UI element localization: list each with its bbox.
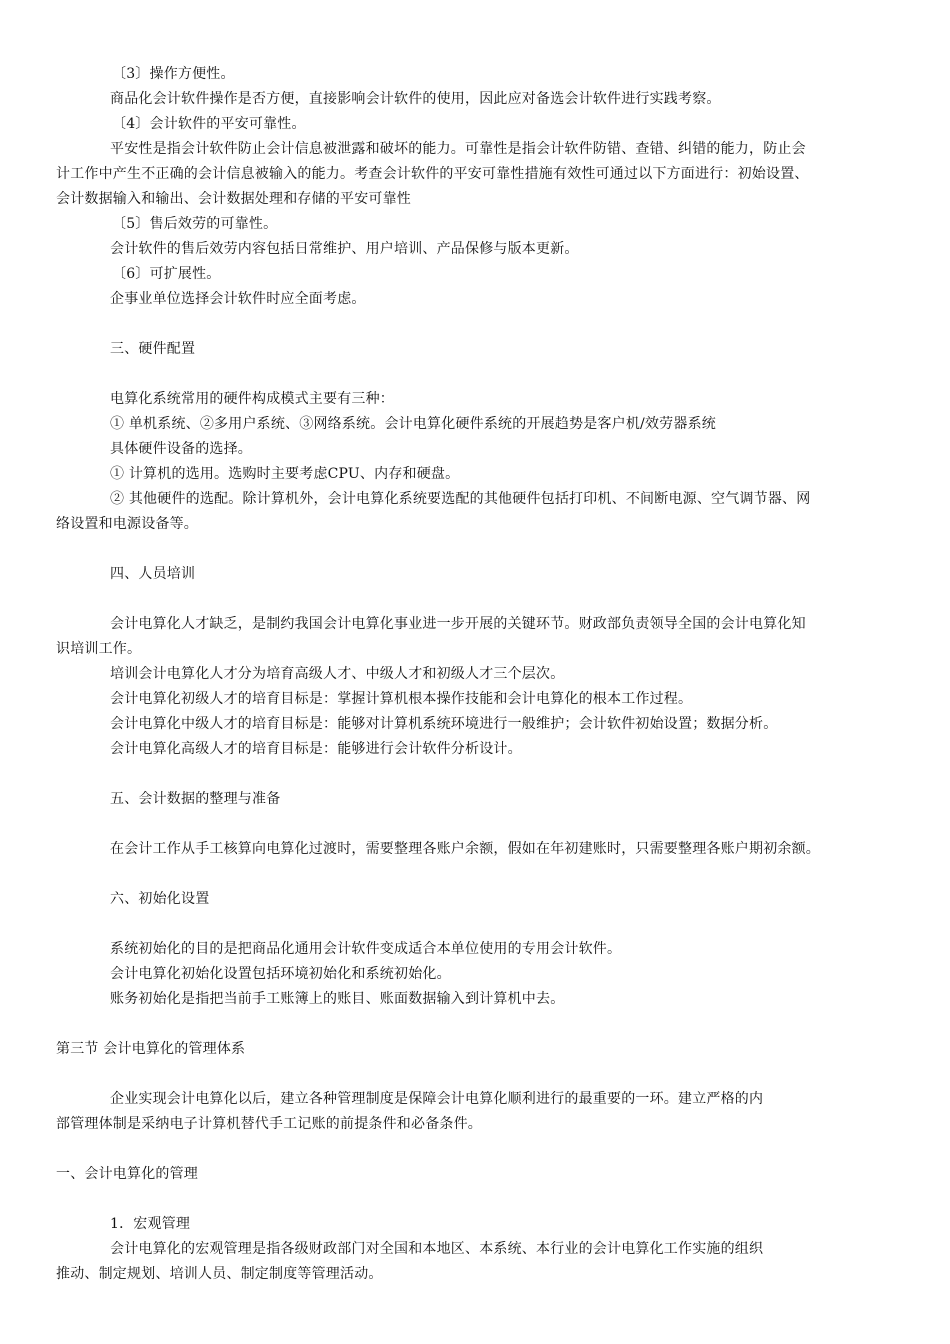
paragraph-line: 会计电算化人才缺乏，是制约我国会计电算化事业进一步开展的关键环节。财政部负责领导全国的会计电算化知 xyxy=(110,616,806,632)
paragraph-line: 具体硬件设备的选择。 xyxy=(110,441,252,457)
chapter-section-heading: 第三节 会计电算化的管理体系 xyxy=(56,1041,246,1057)
paragraph-line: 培训会计电算化人才分为培育高级人才、中级人才和初级人才三个层次。 xyxy=(110,666,565,682)
paragraph-line: 系统初始化的目的是把商品化通用会计软件变成适合本单位使用的专用会计软件。 xyxy=(110,941,622,957)
paragraph-line: 络设置和电源设备等。 xyxy=(56,516,198,532)
paragraph-line: 会计电算化初级人才的培育目标是：掌握计算机根本操作技能和会计电算化的根本工作过程。 xyxy=(110,691,693,707)
paragraph-line: 会计软件的售后效劳内容包括日常维护、用户培训、产品保修与版本更新。 xyxy=(110,241,579,257)
paragraph-line: 计工作中产生不正确的会计信息被输入的能力。考查会计软件的平安可靠性措施有效性可通过以下方面进行：初始设置、 xyxy=(56,166,809,182)
paragraph-line: 会计数据输入和输出、会计数据处理和存储的平安可靠性 xyxy=(56,191,411,207)
paragraph-line: 部管理体制是采纳电子计算机替代手工记账的前提条件和必备条件。 xyxy=(56,1116,482,1132)
paragraph-line: 会计电算化中级人才的培育目标是：能够对计算机系统环境进行一般维护；会计软件初始设置；数据分析。 xyxy=(110,716,778,732)
section-heading-data-prep: 五、会计数据的整理与准备 xyxy=(110,791,281,807)
section-heading-management: 一、会计电算化的管理 xyxy=(56,1166,198,1182)
paragraph-line: 会计电算化高级人才的培育目标是：能够进行会计软件分析设计。 xyxy=(110,741,522,757)
subheading-security: 〔4〕会计软件的平安可靠性。 xyxy=(112,116,306,132)
paragraph-line: 推动、制定规划、培训人员、制定制度等管理活动。 xyxy=(56,1266,383,1282)
paragraph-line: 在会计工作从手工核算向电算化过渡时，需要整理各账户余额，假如在年初建账时，只需要整理各账户期初余额。 xyxy=(110,841,820,857)
subheading-scalability: 〔6〕可扩展性。 xyxy=(112,266,221,282)
subheading-operability: 〔3〕操作方便性。 xyxy=(112,66,235,82)
section-heading-initialization: 六、初始化设置 xyxy=(110,891,210,907)
section-heading-hardware: 三、硬件配置 xyxy=(110,341,196,357)
paragraph-line: 识培训工作。 xyxy=(56,641,142,657)
paragraph-line: 会计电算化的宏观管理是指各级财政部门对全国和本地区、本系统、本行业的会计电算化工作实施的组织 xyxy=(110,1241,764,1257)
paragraph-line: 企事业单位选择会计软件时应全面考虑。 xyxy=(110,291,366,307)
paragraph-line: 企业实现会计电算化以后，建立各种管理制度是保障会计电算化顺利进行的最重要的一环。建立严格的内 xyxy=(110,1091,764,1107)
subheading-macro-management: 1．宏观管理 xyxy=(110,1216,191,1232)
paragraph-line: 商品化会计软件操作是否方便，直接影响会计软件的使用，因此应对备选会计软件进行实践考察。 xyxy=(110,91,721,107)
paragraph-line: 会计电算化初始化设置包括环境初始化和系统初始化。 xyxy=(110,966,451,982)
paragraph-line: ② 其他硬件的选配。除计算机外，会计电算化系统要选配的其他硬件包括打印机、不间断电源、空气调节器、网 xyxy=(110,491,811,507)
section-heading-training: 四、人员培训 xyxy=(110,566,196,582)
paragraph-line: ① 计算机的选用。选购时主要考虑CPU、内存和硬盘。 xyxy=(110,466,460,482)
paragraph-line: 平安性是指会计软件防止会计信息被泄露和破坏的能力。可靠性是指会计软件防错、查错、纠错的能力，防止会 xyxy=(110,141,806,157)
paragraph-line: ① 单机系统、②多用户系统、③网络系统。会计电算化硬件系统的开展趋势是客户机/效劳器系统 xyxy=(110,416,716,432)
subheading-after-sales: 〔5〕售后效劳的可靠性。 xyxy=(112,216,278,232)
paragraph-line: 账务初始化是指把当前手工账簿上的账目、账面数据输入到计算机中去。 xyxy=(110,991,565,1007)
paragraph-line: 电算化系统常用的硬件构成模式主要有三种： xyxy=(110,391,394,407)
